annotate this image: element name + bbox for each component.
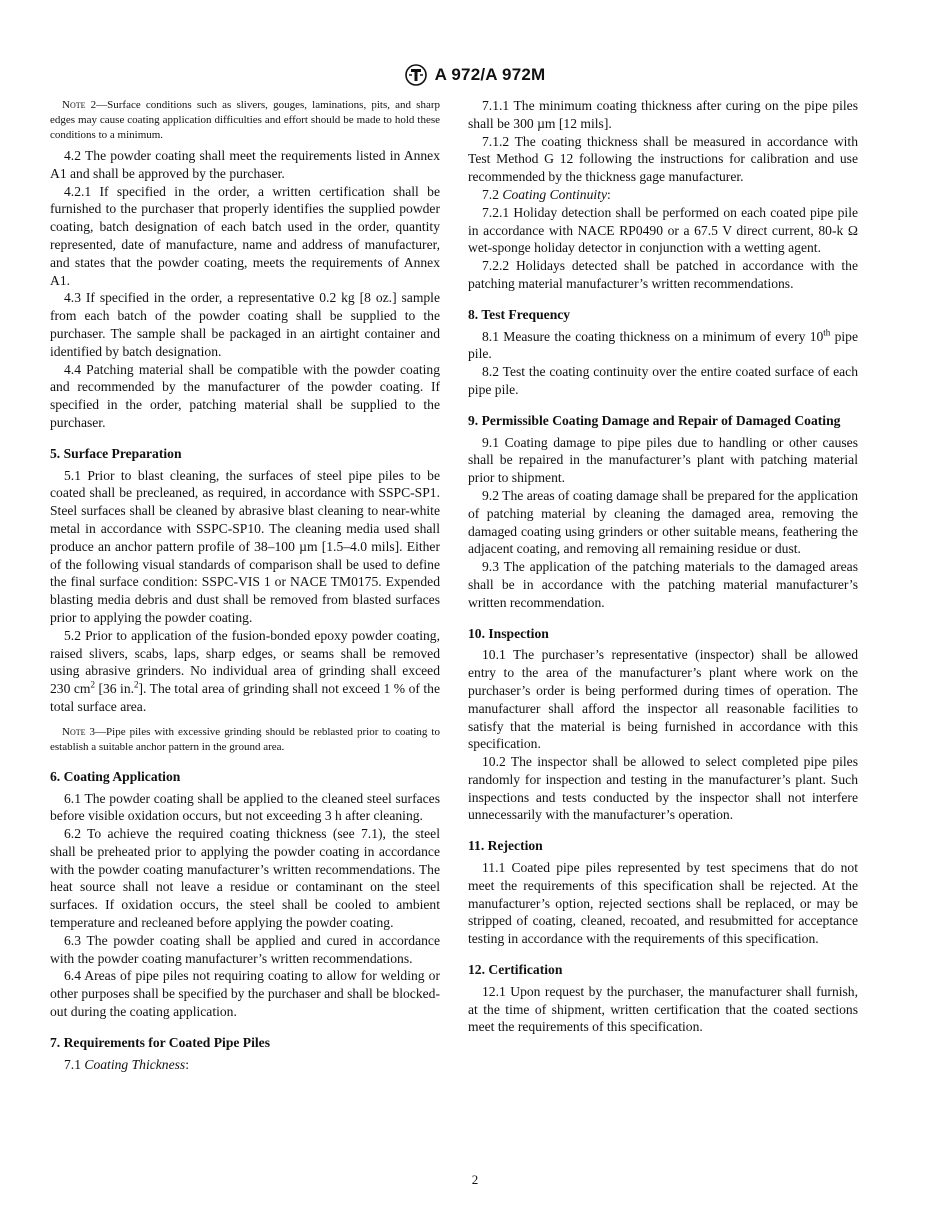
- paragraph-5-2-part-c: ]. The total area of grinding shall not exceed 1 % of the total surface area.: [50, 681, 441, 714]
- section-7-heading: 7. Requirements for Coated Pipe Piles: [50, 1034, 270, 1050]
- paragraph-4-2: 4.2 The powder coating shall meet the requirements listed in Annex A1 and shall be approved by the purchaser.: [50, 148, 440, 181]
- superscript-th: th: [823, 327, 831, 338]
- page-header: [0, 62, 950, 88]
- paragraph-8-2: 8.2 Test the coating continuity over the entire coated surface of each pipe pile.: [468, 364, 858, 397]
- paragraph-6-4: 6.4 Areas of pipe piles not requiring coating to allow for welding or other purposes shall be specified by the purchaser and shall be blocked-out during the coating application.: [50, 968, 440, 1020]
- paragraph-7-2-2: 7.2.2 Holidays detected shall be patched in accordance with the patching material manufacturer’s written recommendations.: [468, 258, 858, 291]
- paragraph-5-2: [50, 627, 440, 716]
- astm-logo-icon: [405, 64, 427, 86]
- paragraph-5-2-part-a: 5.2 Prior to application of the fusion-bonded epoxy powder coating, raised slivers, scabs, laps, sharp edges, or seams shall be removed using abrasive grinders. No individual area of grinding shall exceed 230 cm: [50, 627, 440, 697]
- paragraph-5-2-part-b: [36 in.: [94, 681, 135, 697]
- note-3: [50, 725, 440, 755]
- paragraph-6-1: 6.1 The powder coating shall be applied to the cleaned steel surfaces before visible oxidation occurs, but not exceeding 3 h after cleaning.: [50, 790, 440, 824]
- paragraph-4-3: 4.3 If specified in the order, a representative 0.2 kg [8 oz.] sample from each batch of the powder coating shall be supplied to the purchaser. The sample shall be packaged in an airtight container and identified by batch designation.: [50, 290, 440, 359]
- section-11-heading: 11. Rejection: [468, 838, 543, 854]
- section-9-heading: 9. Permissible Coating Damage and Repair of Damaged Coating: [468, 412, 841, 428]
- paragraph-10-1: 10.1 The purchaser’s representative (inspector) shall be allowed entry to the area of the manufacturer’s plant where work on the purchaser’s order is being performed during times of operation. The manufacturer shall afford the inspector all reasonable facilities to satisfy that the material is being furnished in accordance with this specification.: [468, 647, 858, 752]
- right-column: [468, 97, 858, 1036]
- paragraph-9-1: 9.1 Coating damage to pipe piles due to handling or other causes shall be repaired in the manufacturer’s plant with patching material prior to shipment.: [468, 434, 858, 486]
- paragraph-7-1-colon: :: [185, 1056, 189, 1072]
- paragraph-4-2-1: 4.2.1 If specified in the order, a written certification shall be furnished to the purchaser that properly identifies the supplied powder coating, batch designation of each batch used in the order, quantity represented, date of manufacture, name and address of manufacturer, and states that the powder coating, meets the requirements of Annex A1.: [50, 183, 440, 288]
- note-2: [50, 98, 440, 143]
- paragraph-8-1-part-a: 8.1 Measure the coating thickness on a minimum of every 10: [482, 328, 824, 344]
- paragraph-10-2: 10.2 The inspector shall be allowed to select completed pipe piles randomly for inspection and testing in the manufacturer’s plant. Such inspections and tests conducted by the inspector shall not interfere unnecessarily with the manufacturer’s operation.: [468, 754, 858, 823]
- paragraph-7-2-title: Coating Continuity: [502, 186, 607, 202]
- note-2-text: —Surface conditions such as slivers, gouges, laminations, pits, and sharp edges may cause coating application difficulties and effort should be made to hold these conditions to a minimum.: [50, 99, 440, 141]
- paragraph-5-1: 5.1 Prior to blast cleaning, the surfaces of steel pipe piles to be coated shall be precleaned, as required, in accordance with SSPC-SP1. Steel surfaces shall be cleaned by abrasive blast cleaning to near-white metal in accordance with SSPC-SP10. The cleaning media used shall produce an anchor pattern profile of 38–100 µm [1.5–4.0 mils]. Either of the following visual standards of comparison shall be used to define the final surface condition: SSPC-VIS 1 or NACE TM0175. Expended blasting media debris and dust shall be removed from blasted surfaces prior to applying the powder coating.: [50, 467, 440, 625]
- paragraph-12-1: 12.1 Upon request by the purchaser, the manufacturer shall furnish, at the time of shipment, written certification that the coated sections meet the requirements of this specification.: [468, 983, 858, 1035]
- paragraph-7-1: [50, 1056, 440, 1074]
- paragraph-7-2-colon: :: [607, 186, 611, 202]
- paragraph-8-1: [468, 328, 858, 364]
- note-3-label: Note 3: [62, 725, 96, 738]
- paragraph-7-1-number: 7.1: [64, 1056, 85, 1072]
- section-5-heading: 5. Surface Preparation: [50, 445, 182, 461]
- note-2-label: Note 2: [62, 99, 97, 111]
- paragraph-11-1: 11.1 Coated pipe piles represented by test specimens that do not meet the requirements of this specification shall be rejected. At the manufacturer’s option, rejected sections shall be replaced, or may be stripped of coating, cleaned, recoated, and resubmitted for acceptance testing in accordance with the requirements of this specification.: [468, 860, 858, 947]
- section-12-heading: 12. Certification: [468, 962, 563, 978]
- paragraph-7-1-1: 7.1.1 The minimum coating thickness after curing on the pipe piles shall be 300 µm [12 mils].: [468, 98, 858, 131]
- paragraph-7-2-number: 7.2: [482, 186, 503, 202]
- paragraph-8-1-part-b: pipe pile.: [468, 328, 858, 362]
- paragraph-6-2: 6.2 To achieve the required coating thickness (see 7.1), the steel shall be preheated prior to applying the powder coating in accordance with the powder coating manufacturer’s written recommendations. The heat source shall not leave a residue or contaminant on the steel surfaces. If oxidation occurs, the steel shall be cooled to ambient temperature and recleaned before applying the powder coating.: [50, 826, 440, 931]
- page-number: 2: [471, 1172, 479, 1187]
- note-3-text: —Pipe piles with excessive grinding should be reblasted prior to coating to establish a suitable anchor pattern in the ground area.: [50, 725, 440, 753]
- superscript-cm2: 2: [90, 679, 95, 690]
- document-number: A 972/A 972M: [434, 65, 546, 84]
- superscript-in2: 2: [134, 679, 139, 690]
- paragraph-9-2: 9.2 The areas of coating damage shall be prepared for the application of patching material by cleaning the damaged area, removing the damaged coating using grinders or other suitable means, feathering the adjacent coating, and removing all remaining residue or dust.: [468, 487, 858, 557]
- paragraph-9-3: 9.3 The application of the patching materials to the damaged areas shall be in accordance with the patching material manufacturer’s written recommendation.: [468, 559, 858, 610]
- paragraph-6-3: 6.3 The powder coating shall be applied and cured in accordance with the powder coating manufacturer’s written recommendations.: [50, 932, 440, 966]
- paragraph-7-1-2: 7.1.2 The coating thickness shall be measured in accordance with Test Method G 12 following the instructions for calibration and use recommended by the thickness gage manufacturer.: [468, 133, 858, 185]
- paragraph-7-2-1: 7.2.1 Holiday detection shall be performed on each coated pipe pile in accordance with NACE RP0490 or a 67.5 V direct current, 80-k Ω wet-sponge holiday detector in conjunction with a wetting agent.: [468, 204, 858, 256]
- section-10-heading: 10. Inspection: [468, 625, 549, 641]
- paragraph-7-2: [468, 186, 858, 204]
- paragraph-7-1-title: Coating Thickness: [84, 1056, 186, 1072]
- section-8-heading: 8. Test Frequency: [468, 306, 571, 322]
- left-column: [50, 97, 440, 1073]
- paragraph-4-4: 4.4 Patching material shall be compatible with the powder coating and recommended by the manufacturer of the powder coating. If specified in the order, patching material shall be supplied to the purchaser.: [50, 361, 440, 430]
- section-6-heading: 6. Coating Application: [50, 768, 181, 784]
